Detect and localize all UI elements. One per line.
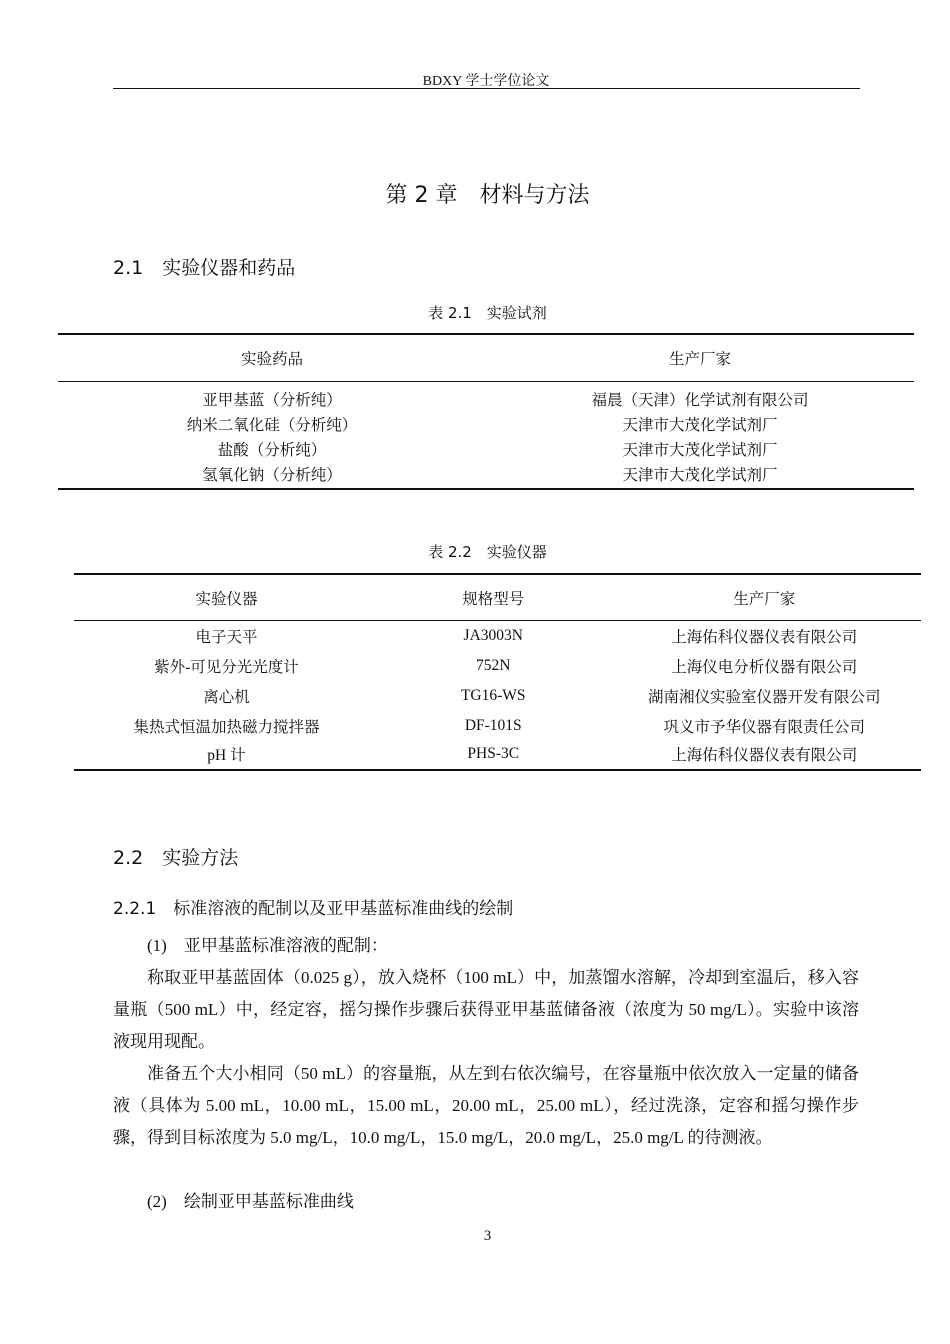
table-cell: pH 计 [207, 747, 246, 764]
table-cell: 上海仪电分析仪器有限公司 [671, 659, 858, 676]
chapter-title: 第 2 章 材料与方法 [385, 183, 590, 208]
table-row [74, 621, 921, 652]
table-cell: DF-101S [464, 717, 522, 734]
section-heading-2-1: 2.1 实验仪器和药品 [113, 257, 296, 279]
table-cell: 福晨（天津）化学试剂有限公司 [591, 391, 809, 409]
table-cell: 氢氧化钠（分析纯） [202, 466, 342, 484]
table-cell: 天津市大茂化学试剂厂 [622, 416, 778, 434]
table-cell: 天津市大茂化学试剂厂 [622, 441, 778, 459]
list-item-2: (2) 绘制亚甲基蓝标准曲线 [147, 1192, 354, 1211]
subsection-heading-2-2-1: 2.2.1 标准溶液的配制以及亚甲基蓝标准曲线的绘制 [113, 899, 514, 919]
table-header-row [74, 574, 921, 621]
page-number: 3 [483, 1228, 492, 1244]
column-header-instrument: 实验仪器 [74, 574, 379, 621]
table-row [58, 436, 914, 461]
column-header-manufacturer: 生产厂家 [486, 334, 914, 382]
table-cell: 紫外-可见分光光度计 [154, 659, 299, 676]
table-cell: 盐酸（分析纯） [217, 441, 327, 459]
section-heading-2-2: 2.2 实验方法 [113, 847, 239, 869]
table-row [74, 681, 921, 711]
table-row [58, 382, 914, 412]
table-header-row [58, 334, 914, 382]
table-cell: 纳米二氧化硅（分析纯） [186, 416, 358, 434]
column-header-manufacturer: 生产厂家 [608, 574, 921, 621]
column-header-reagent: 实验药品 [58, 334, 486, 382]
table-cell: 亚甲基蓝（分析纯） [202, 391, 342, 409]
table-row [74, 741, 921, 770]
paragraph-stock-solution: 称取亚甲基蓝固体（0.025 g），放入烧杯（100 mL）中，加蒸馏水溶解，冷却到室温后，移入容量瓶（500 mL）中，经定容，摇匀操作步骤后获得亚甲基蓝储备液（浓度为 50 mg/L）。实验中该溶液现用现配。 [113, 968, 859, 1051]
table-cell: 巩义市予华仪器有限责任公司 [663, 719, 866, 736]
table-cell: 天津市大茂化学试剂厂 [622, 466, 778, 484]
list-item-1: (1) 亚甲基蓝标准溶液的配制： [147, 936, 388, 955]
header-rule [113, 88, 860, 89]
table-cell: PHS-3C [467, 745, 520, 762]
running-header: BDXY 学士学位论文 [422, 74, 550, 89]
table-cell: JA3003N [463, 627, 523, 644]
table-row [58, 461, 914, 489]
table-cell: 集热式恒温加热磁力搅拌器 [133, 719, 320, 736]
table-cell: 上海佑科仪器仪表有限公司 [671, 629, 858, 646]
table-row [74, 651, 921, 681]
instruments-table [74, 573, 921, 771]
table-cell: 752N [476, 657, 511, 674]
column-header-model: 规格型号 [379, 574, 608, 621]
table-2-2-caption: 表 2.2 实验仪器 [428, 543, 547, 561]
reagents-table [58, 333, 914, 490]
table-row [58, 411, 914, 436]
paragraph-working-solutions: 准备五个大小相同（50 mL）的容量瓶，从左到右依次编号，在容量瓶中依次放入一定量的储备液（具体为 5.00 mL，10.00 mL，15.00 mL，20.00 mL，25.00 mL），经过洗涤，定容和摇匀操作步骤，得到目标浓度为 5.0 mg/L，10.0 mg/L，15.0 mg/L，20.0 mg/L，25.0 mg/L 的待测液。 [113, 1064, 859, 1147]
table-cell: 湖南湘仪实验室仪器开发有限公司 [648, 689, 881, 706]
table-cell: 上海佑科仪器仪表有限公司 [671, 747, 858, 764]
table-2-1-caption: 表 2.1 实验试剂 [428, 304, 547, 322]
table-cell: 电子天平 [195, 629, 258, 646]
table-row [74, 711, 921, 741]
table-cell: TG16-WS [460, 687, 526, 704]
table-cell: 离心机 [203, 689, 250, 706]
